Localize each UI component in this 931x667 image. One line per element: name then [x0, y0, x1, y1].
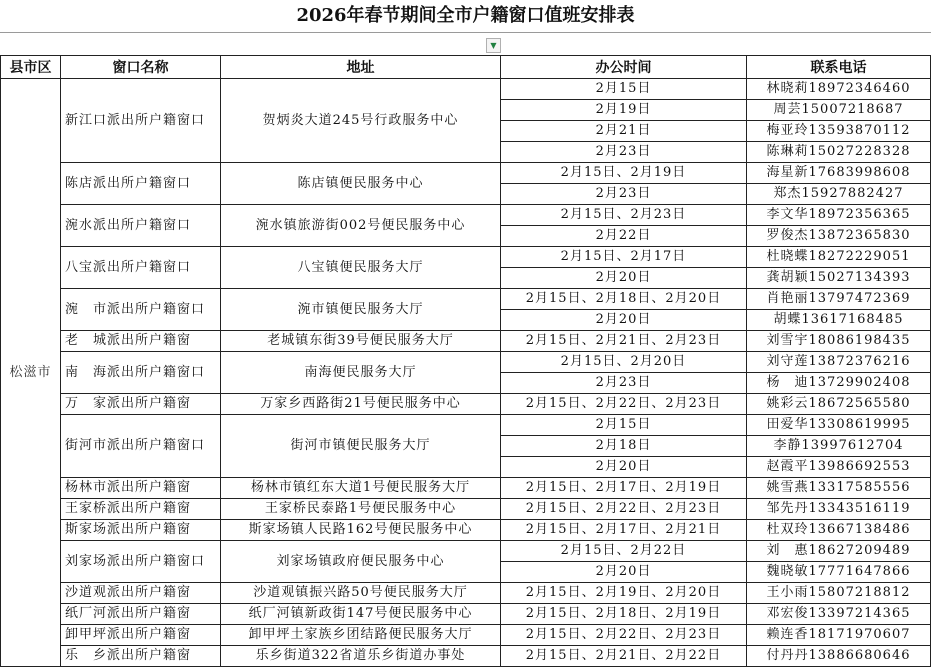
address-cell[interactable]: 乐乡街道322省道乐乡街道办事处 [221, 646, 501, 667]
contact-phone-cell[interactable]: 田爱华13308619995 [747, 415, 931, 436]
table-row [1, 247, 931, 268]
window-name-cell[interactable]: 新江口派出所户籍窗口 [61, 79, 221, 163]
contact-phone-cell[interactable]: 李文华18972356365 [747, 205, 931, 226]
contact-phone-cell[interactable]: 周芸15007218687 [747, 100, 931, 121]
office-hours-cell[interactable]: 2月15日、2月20日 [501, 352, 747, 373]
contact-phone-cell[interactable]: 王小雨15807218812 [747, 583, 931, 604]
office-hours-cell[interactable]: 2月15日、2月22日、2月23日 [501, 394, 747, 415]
window-name-cell[interactable]: 乐 乡派出所户籍窗 [61, 646, 221, 667]
window-name-cell[interactable]: 涴 市派出所户籍窗口 [61, 289, 221, 331]
address-cell[interactable]: 万家乡西路街21号便民服务中心 [221, 394, 501, 415]
office-hours-cell[interactable]: 2月15日、2月21日、2月23日 [501, 331, 747, 352]
table-row [1, 289, 931, 310]
office-hours-cell[interactable]: 2月19日 [501, 100, 747, 121]
office-hours-cell[interactable]: 2月20日 [501, 268, 747, 289]
office-hours-cell[interactable]: 2月15日、2月19日 [501, 163, 747, 184]
table-row [1, 415, 931, 436]
window-name-cell[interactable]: 杨林市派出所户籍窗 [61, 478, 221, 499]
table-row [1, 541, 931, 562]
office-hours-cell[interactable]: 2月15日、2月17日、2月19日 [501, 478, 747, 499]
contact-phone-cell[interactable]: 姚雪燕13317585556 [747, 478, 931, 499]
window-name-cell[interactable]: 沙道观派出所户籍窗 [61, 583, 221, 604]
header-contact-phone[interactable]: 联系电话 [747, 56, 931, 79]
window-name-cell[interactable]: 王家桥派出所户籍窗 [61, 499, 221, 520]
contact-phone-cell[interactable]: 邹先丹13343516119 [747, 499, 931, 520]
window-name-cell[interactable]: 八宝派出所户籍窗口 [61, 247, 221, 289]
office-hours-cell[interactable]: 2月15日、2月22日、2月23日 [501, 499, 747, 520]
address-cell[interactable]: 南海便民服务大厅 [221, 352, 501, 394]
filter-dropdown-icon[interactable]: ▼ [486, 38, 501, 53]
table-row [1, 646, 931, 667]
table-row [1, 394, 931, 415]
window-name-cell[interactable]: 卸甲坪派出所户籍窗 [61, 625, 221, 646]
office-hours-cell[interactable]: 2月22日 [501, 226, 747, 247]
table-row [1, 520, 931, 541]
county-cell[interactable]: 松滋市 [1, 79, 61, 667]
address-cell[interactable]: 卸甲坪土家族乡团结路便民服务大厅 [221, 625, 501, 646]
office-hours-cell[interactable]: 2月23日 [501, 142, 747, 163]
contact-phone-cell[interactable]: 刘守莲13872376216 [747, 352, 931, 373]
contact-phone-cell[interactable]: 赖连香18171970607 [747, 625, 931, 646]
table-row [1, 79, 931, 100]
address-cell[interactable]: 涴市镇便民服务大厅 [221, 289, 501, 331]
contact-phone-cell[interactable]: 陈琳莉15027228328 [747, 142, 931, 163]
office-hours-cell[interactable]: 2月20日 [501, 562, 747, 583]
address-cell[interactable]: 杨林市镇红东大道1号便民服务大厅 [221, 478, 501, 499]
address-cell[interactable]: 斯家场镇人民路162号便民服务中心 [221, 520, 501, 541]
contact-phone-cell[interactable]: 杨 迪13729902408 [747, 373, 931, 394]
contact-phone-cell[interactable]: 龚胡颖15027134393 [747, 268, 931, 289]
office-hours-cell[interactable]: 2月23日 [501, 184, 747, 205]
contact-phone-cell[interactable]: 肖艳丽13797472369 [747, 289, 931, 310]
office-hours-cell[interactable]: 2月15日、2月22日 [501, 541, 747, 562]
office-hours-cell[interactable]: 2月15日、2月17日、2月21日 [501, 520, 747, 541]
office-hours-cell[interactable]: 2月23日 [501, 373, 747, 394]
address-cell[interactable]: 八宝镇便民服务大厅 [221, 247, 501, 289]
table-row [1, 478, 931, 499]
address-cell[interactable]: 王家桥民泰路1号便民服务中心 [221, 499, 501, 520]
contact-phone-cell[interactable]: 梅亚玲13593870112 [747, 121, 931, 142]
contact-phone-cell[interactable]: 海星新17683998608 [747, 163, 931, 184]
title-divider [0, 32, 931, 33]
office-hours-cell[interactable]: 2月20日 [501, 310, 747, 331]
table-row [1, 352, 931, 373]
contact-phone-cell[interactable]: 杜晓蝶18272229051 [747, 247, 931, 268]
table-row [1, 625, 931, 646]
window-name-cell[interactable]: 南 海派出所户籍窗口 [61, 352, 221, 394]
address-cell[interactable]: 老城镇东街39号便民服务大厅 [221, 331, 501, 352]
contact-phone-cell[interactable]: 李静13997612704 [747, 436, 931, 457]
address-cell[interactable]: 陈店镇便民服务中心 [221, 163, 501, 205]
office-hours-cell[interactable]: 2月15日、2月18日、2月20日 [501, 289, 747, 310]
contact-phone-cell[interactable]: 林晓莉18972346460 [747, 79, 931, 100]
office-hours-cell[interactable]: 2月15日、2月22日、2月23日 [501, 625, 747, 646]
window-name-cell[interactable]: 刘家场派出所户籍窗口 [61, 541, 221, 583]
contact-phone-cell[interactable]: 刘雪宇18086198435 [747, 331, 931, 352]
contact-phone-cell[interactable]: 姚彩云18672565580 [747, 394, 931, 415]
contact-phone-cell[interactable]: 刘 惠18627209489 [747, 541, 931, 562]
header-county[interactable]: 县市区 [1, 56, 61, 79]
office-hours-cell[interactable]: 2月15日 [501, 79, 747, 100]
window-name-cell[interactable]: 斯家场派出所户籍窗 [61, 520, 221, 541]
window-name-cell[interactable]: 纸厂河派出所户籍窗 [61, 604, 221, 625]
table-row [1, 604, 931, 625]
duty-schedule-table [0, 55, 931, 667]
office-hours-cell[interactable]: 2月18日 [501, 436, 747, 457]
table-row [1, 583, 931, 604]
window-name-cell[interactable]: 陈店派出所户籍窗口 [61, 163, 221, 205]
office-hours-cell[interactable]: 2月21日 [501, 121, 747, 142]
table-row [1, 499, 931, 520]
window-name-cell[interactable]: 街河市派出所户籍窗口 [61, 415, 221, 478]
window-name-cell[interactable]: 老 城派出所户籍窗 [61, 331, 221, 352]
address-cell[interactable]: 贺炳炎大道245号行政服务中心 [221, 79, 501, 163]
contact-phone-cell[interactable]: 魏晓敏17771647866 [747, 562, 931, 583]
contact-phone-cell[interactable]: 胡蝶13617168485 [747, 310, 931, 331]
header-office-hours[interactable]: 办公时间 [501, 56, 747, 79]
office-hours-cell[interactable]: 2月20日 [501, 457, 747, 478]
address-cell[interactable]: 沙道观镇振兴路50号便民服务大厅 [221, 583, 501, 604]
contact-phone-cell[interactable]: 付丹丹13886680646 [747, 646, 931, 667]
window-name-cell[interactable]: 涴水派出所户籍窗口 [61, 205, 221, 247]
table-row [1, 163, 931, 184]
address-cell[interactable]: 纸厂河镇新政街147号便民服务中心 [221, 604, 501, 625]
address-cell[interactable]: 街河市镇便民服务大厅 [221, 415, 501, 478]
header-row [1, 56, 931, 79]
office-hours-cell[interactable]: 2月15日、2月17日 [501, 247, 747, 268]
contact-phone-cell[interactable]: 郑杰15927882427 [747, 184, 931, 205]
office-hours-cell[interactable]: 2月15日、2月23日 [501, 205, 747, 226]
office-hours-cell[interactable]: 2月15日、2月18日、2月19日 [501, 604, 747, 625]
office-hours-cell[interactable]: 2月15日 [501, 415, 747, 436]
office-hours-cell[interactable]: 2月15日、2月19日、2月20日 [501, 583, 747, 604]
window-name-cell[interactable]: 万 家派出所户籍窗 [61, 394, 221, 415]
contact-phone-cell[interactable]: 罗俊杰13872365830 [747, 226, 931, 247]
header-window-name[interactable]: 窗口名称 [61, 56, 221, 79]
contact-phone-cell[interactable]: 杜双玲13667138486 [747, 520, 931, 541]
sheet-title: 2026年春节期间全市户籍窗口值班安排表 [296, 5, 635, 26]
header-address[interactable]: 地址 [221, 56, 501, 79]
table-row [1, 205, 931, 226]
address-cell[interactable]: 涴水镇旅游街002号便民服务中心 [221, 205, 501, 247]
contact-phone-cell[interactable]: 邓宏俊13397214365 [747, 604, 931, 625]
table-row [1, 331, 931, 352]
office-hours-cell[interactable]: 2月15日、2月21日、2月22日 [501, 646, 747, 667]
address-cell[interactable]: 刘家场镇政府便民服务中心 [221, 541, 501, 583]
contact-phone-cell[interactable]: 赵霞平13986692553 [747, 457, 931, 478]
